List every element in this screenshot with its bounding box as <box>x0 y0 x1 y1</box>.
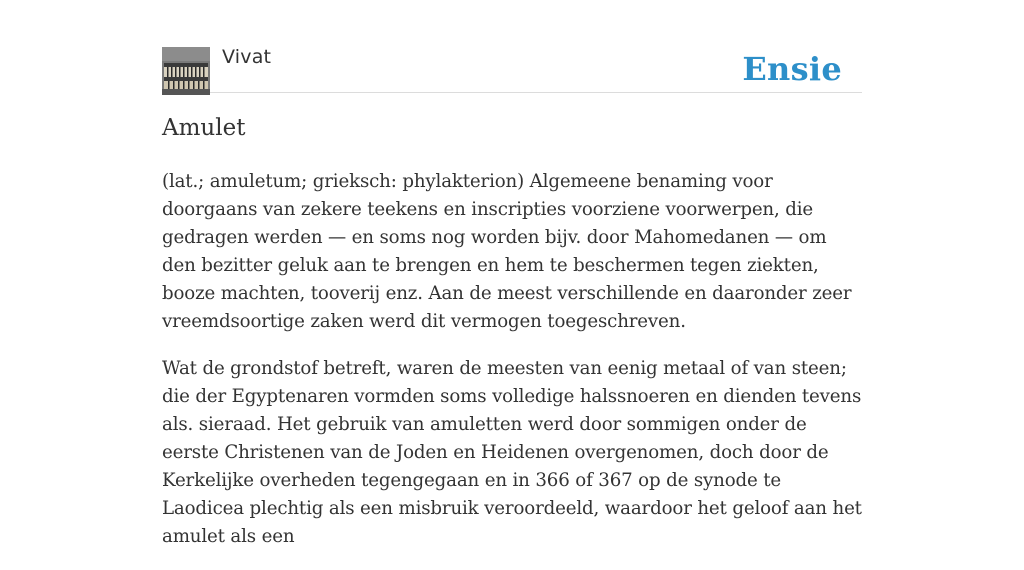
page <box>162 0 862 547</box>
username[interactable]: Vivat <box>222 46 272 68</box>
avatar[interactable] <box>162 47 210 95</box>
header <box>162 0 862 93</box>
article-body <box>162 168 862 570</box>
brand-logo-link[interactable]: Ensie <box>742 50 842 88</box>
article-paragraph: Wat de grondstof betreft, waren de meesten van eenig metaal of van steen; die der Egyptenaren vormden soms volledige halssnoeren en dienden tevens als. sieraad. Het gebruik van amuletten werd door sommigen onder de eerste Christenen van de Joden en Heidenen overgenomen, doch door de Kerkelijke overheden tegengegaan en in 366 of 367 op de synode te Laodicea plechtig als een misbruik veroordeeld, waardoor het geloof aan het amulet als een <box>162 358 862 547</box>
article-title: Amulet <box>162 115 246 141</box>
bookshelf-avatar-image <box>162 47 210 95</box>
article-paragraph: (lat.; amuletum; grieksch: phylakterion) Algemeene benaming voor doorgaans van zekere teekens en inscripties voorziene voorwerpen, die gedragen werden — en soms nog worden bijv. door Mahomedanen — om den bezitter geluk aan te brengen en hem te beschermen tegen ziekten, booze machten, tooverij enz. Aan de meest verschillende en daaronder zeer vreemdsoortige zaken werd dit vermogen toegeschreven. <box>162 171 852 332</box>
